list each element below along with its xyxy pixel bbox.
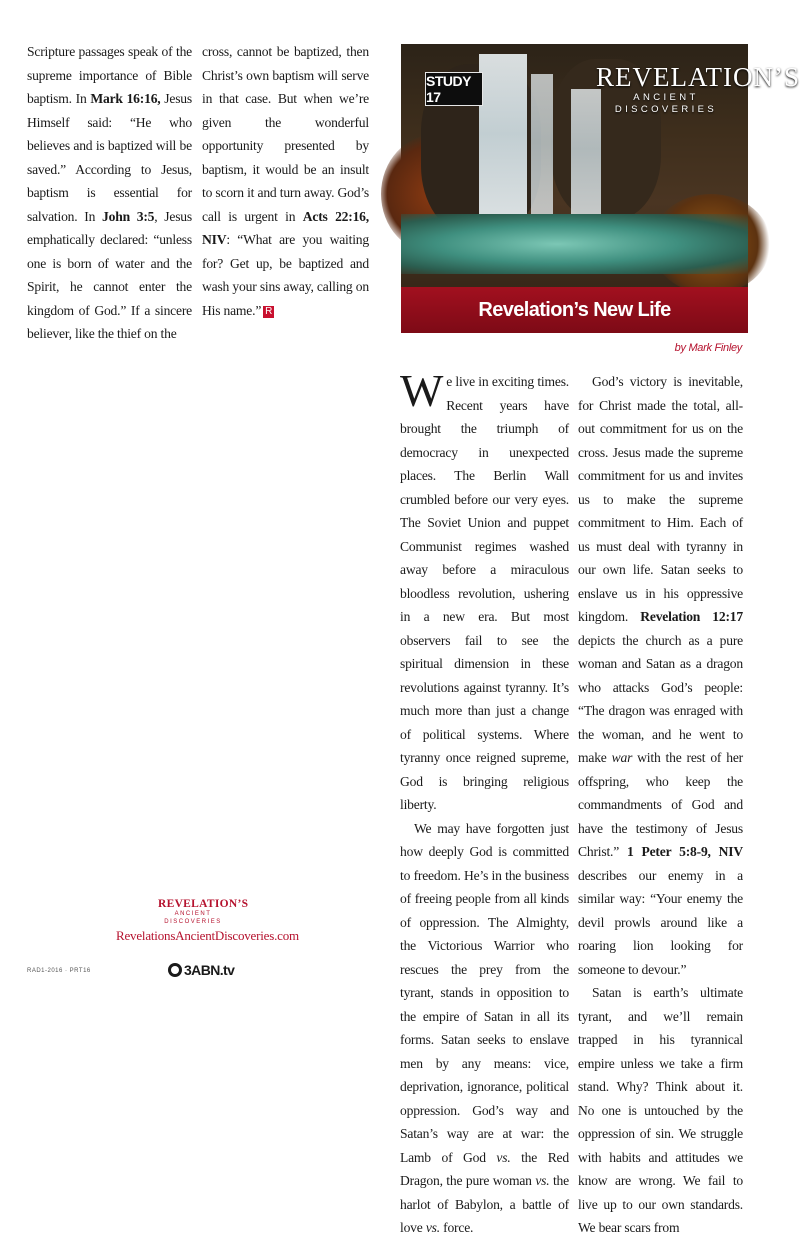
study-title: Revelation’s New Life xyxy=(478,298,671,321)
bold-reference: 1 Peter 5:8-9, NIV xyxy=(626,844,743,859)
italic-text: vs. xyxy=(425,1220,440,1235)
drop-cap: W xyxy=(400,365,444,416)
series-title-line1: REVELATION’S xyxy=(596,62,800,92)
banner-pool xyxy=(401,214,748,274)
network-logo-text: 3ABN.tv xyxy=(184,962,235,978)
intro-column-1 xyxy=(27,40,192,346)
article-column-2 xyxy=(578,370,743,1240)
intro-paragraph-2 xyxy=(202,40,369,322)
website-link[interactable]: RevelationsAncientDiscoveries.com xyxy=(116,928,299,943)
series-title xyxy=(596,62,800,116)
network-logo xyxy=(168,962,234,978)
network-logo-icon xyxy=(168,963,182,977)
series-title-line2: ANCIENT DISCOVERIES xyxy=(614,92,718,115)
series-logo xyxy=(158,898,249,926)
article-paragraph-2: We may have forgotten just how deeply God is committed to freedom. He’s in the business of freeing people from all kinds of oppression. The Almighty, the Victorious Warrior who rescues the prey from the tyrant, stands in opposition to the empire of Satan in all its forms. Satan seeks to enslave men by any means: vice, deprivation, ignorance, political oppression. God’s way and Satan’s way are at war: the Lamb of God vs. the Red Dragon, the pure woman vs. the harlot of Babylon, a battle of love vs. force. xyxy=(400,820,569,1235)
article-paragraph-1-text: e live in exciting times. Recent years have brought the triumph of democracy in unexpected places. The Berlin Wall crumbled before our very eyes. The Soviet Union and puppet Communist regimes washed away before a miraculous bloodless revolution, ushering in a new era. But most observers fail to see the spiritual dimension in these revolutions against tyranny. It’s much more than just a change of political systems. Where tyranny once reigned supreme, God is bringing religious liberty. xyxy=(400,374,569,812)
bold-reference: Mark 16:16, xyxy=(90,91,161,106)
intro-paragraph-2-text: cross, cannot be baptized, then Christ’s own baptism will serve in that case. But when we’re given the wonderful opportunity presented by baptism, it would be an insult to scorn it and turn away. God’s call is urgent in Acts 22:16, NIV: “What are you waiting for? Get up, be baptized and wash your sins away, calling on His name.” xyxy=(202,44,369,318)
study-banner xyxy=(401,44,800,333)
article-paragraph-4: Satan is earth’s ultimate tyrant, and we’ll remain trapped in his tyrannical empire unless we take a firm stand. Why? Think about it. No one is untouched by the oppression of sin. We struggle with habits and attitudes we know are wrong. We fail to live up to our own standards. We bear scars from xyxy=(578,985,743,1235)
italic-text: vs. xyxy=(496,1149,511,1165)
end-mark: R xyxy=(265,305,273,317)
italic-text: vs. xyxy=(535,1173,550,1188)
intro-paragraph-1: Scripture passages speak of the supreme importance of Bible baptism. In Mark 16:16, Jesus Himself said: “He who believes and is baptized will be saved.” According to Jesus, baptism is essential for salvation. In John 3:5, Jesus emphatically declared: “unless one is born of water and the Spirit, he cannot enter the kingdom of God.” If a sincere believer, like the thief on the xyxy=(27,44,192,341)
author-byline: by Mark Finley xyxy=(674,342,742,354)
series-logo-line1: REVELATION’S xyxy=(158,898,249,910)
bold-reference: Acts 22:16, NIV xyxy=(202,208,369,247)
print-code: RAD1-2016 · PRT16 xyxy=(27,968,91,974)
italic-text: war xyxy=(611,750,633,765)
series-logo-line2: ANCIENT DISCOVERIES xyxy=(164,911,222,925)
study-number-tag: STUDY 17 xyxy=(425,72,483,106)
bold-reference: John 3:5 xyxy=(102,208,155,224)
article-paragraph-1 xyxy=(400,365,569,817)
intro-column-2 xyxy=(202,40,369,322)
bold-reference: Revelation 12:17 xyxy=(640,609,743,624)
study-title-bar xyxy=(401,287,748,333)
article-paragraph-3: God’s victory is inevitable, for Christ made the total, all-out commitment for us on the cross. Jesus made the supreme commitment for us and invites us to make the supreme commitment to Him. Each of us must deal with tyranny in our own life. Satan seeks to enslave us in his oppressive kingdom. Revelation 12:17 depicts the church as a pure woman and Satan as a dragon who attacks God’s people: “The dragon was enraged with the woman, and he went to make war with the rest of her offspring, who keep the commandments of God and have the testimony of Jesus Christ.” 1 Peter 5:8-9, NIV describes our enemy in a similar way: “Your enemy the devil prowls around like a roaring lion looking for someone to devour.” xyxy=(578,374,743,977)
article-column-1 xyxy=(400,365,569,1240)
